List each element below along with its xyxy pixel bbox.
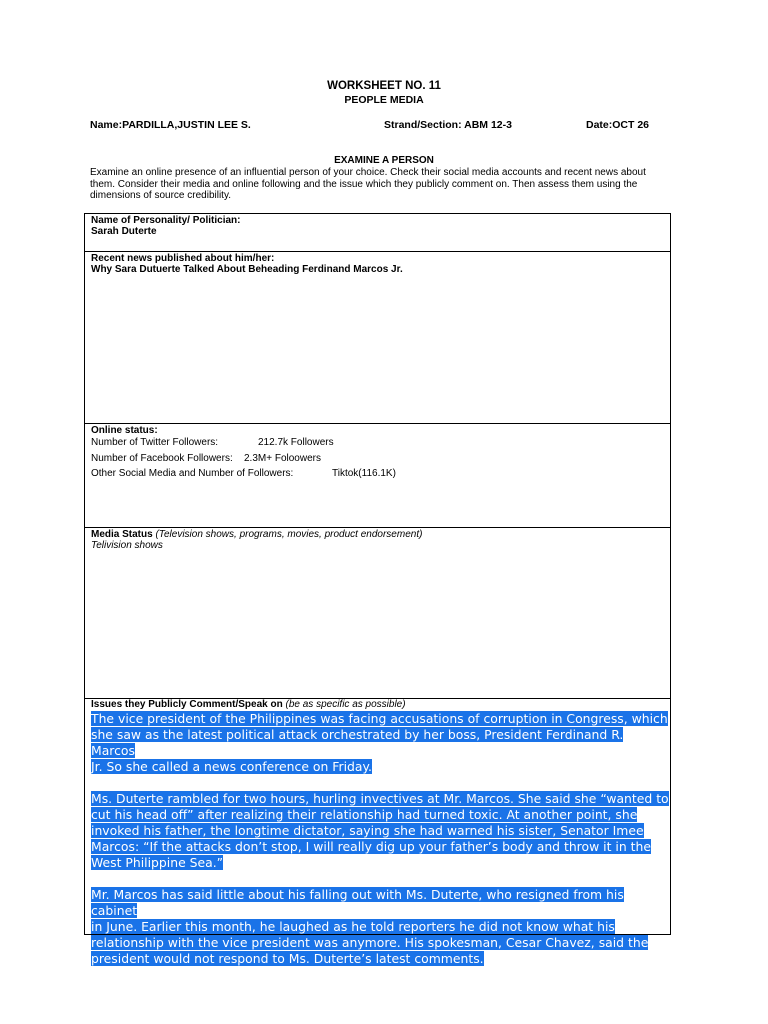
twitter-followers-label: Number of Twitter Followers: bbox=[91, 437, 219, 448]
personality-value: Sarah Duterte bbox=[91, 226, 157, 237]
issues-hint: (be as specific as possible) bbox=[282, 699, 406, 710]
news-label: Recent news published about him/her: bbox=[91, 253, 275, 264]
media-status-label-line bbox=[91, 529, 422, 540]
paragraph-2-line-3: invoked his father, the longtime dictator, saying she had warned his sister, Senator Imee bbox=[91, 823, 644, 838]
other-social-value: Tiktok(116.1K) bbox=[332, 468, 396, 479]
strand-section: Strand/Section: ABM 12-3 bbox=[384, 119, 512, 131]
media-status-value: Telivision shows bbox=[91, 540, 163, 551]
media-status-row bbox=[85, 528, 670, 699]
online-status-row bbox=[85, 424, 670, 528]
news-value: Why Sara Dutuerte Talked About Beheading Ferdinand Marcos Jr. bbox=[91, 264, 403, 275]
issues-paragraph-3 bbox=[91, 887, 669, 967]
instructions-text: Examine an online presence of an influential person of your choice. Check their social media accounts and recent news about them. Consider their media and online following and the issue which they publicly comment on. Then assess them using the dimensions of source credibility. bbox=[90, 167, 646, 201]
paragraph-3-line-2: in June. Earlier this month, he laughed as he told reporters he did not know what his bbox=[91, 919, 615, 934]
issues-label: Issues they Publicly Comment/Speak on bbox=[91, 699, 283, 710]
issues-row bbox=[85, 699, 670, 966]
issues-paragraph-2 bbox=[91, 791, 669, 871]
student-name: Name:PARDILLA,JUSTIN LEE S. bbox=[90, 119, 251, 131]
media-status-hint: (Television shows, programs, movies, product endorsement) bbox=[152, 529, 423, 540]
media-status-label: Media Status bbox=[91, 529, 153, 540]
facebook-followers-label: Number of Facebook Followers: bbox=[91, 453, 233, 464]
worksheet-date: Date:OCT 26 bbox=[586, 119, 650, 131]
paragraph-3-line-1: Mr. Marcos has said little about his falling out with Ms. Duterte, who resigned from his cabinet bbox=[91, 887, 624, 918]
news-row bbox=[85, 252, 670, 424]
worksheet-form-table bbox=[84, 213, 671, 966]
paragraph-1-line-2: she saw as the latest political attack orchestrated by her boss, President Ferdinand R. Marcos bbox=[91, 727, 624, 758]
paragraph-2-line-4: Marcos: “If the attacks don’t stop, I will really dig up your father’s body and throw it in the bbox=[91, 839, 651, 854]
paragraph-1-line-1: The vice president of the Philippines was facing accusations of corruption in Congress, which bbox=[91, 711, 668, 726]
twitter-followers-value: 212.7k Followers bbox=[258, 437, 334, 448]
paragraph-2-line-5: West Philippine Sea.” bbox=[91, 855, 224, 870]
personality-label: Name of Personality/ Politician: bbox=[91, 215, 241, 226]
online-status-label: Online status: bbox=[91, 425, 158, 436]
paragraph-1-line-3: Jr. So she called a news conference on Friday. bbox=[91, 759, 372, 774]
issues-label-line bbox=[91, 699, 406, 710]
section-title: EXAMINE A PERSON bbox=[334, 155, 434, 166]
facebook-followers-value: 2.3M+ Foloowers bbox=[244, 453, 321, 464]
other-social-label: Other Social Media and Number of Followers: bbox=[91, 468, 294, 479]
paragraph-3-line-3: relationship with the vice president was anymore. His spokesman, Cesar Chavez, said the bbox=[91, 935, 649, 950]
issues-highlighted-text bbox=[91, 711, 669, 967]
paragraph-2-line-2: cut his head off” after realizing their relationship had turned toxic. At another point, she bbox=[91, 807, 638, 822]
personality-row bbox=[85, 214, 670, 252]
issues-paragraph-1 bbox=[91, 711, 669, 775]
worksheet-title: WORKSHEET NO. 11 bbox=[327, 80, 441, 92]
paragraph-2-line-1: Ms. Duterte rambled for two hours, hurling invectives at Mr. Marcos. She said she “wanted to bbox=[91, 791, 669, 806]
worksheet-subtitle: PEOPLE MEDIA bbox=[344, 94, 424, 106]
paragraph-3-line-4: president would not respond to Ms. Duterte’s latest comments. bbox=[91, 951, 484, 966]
